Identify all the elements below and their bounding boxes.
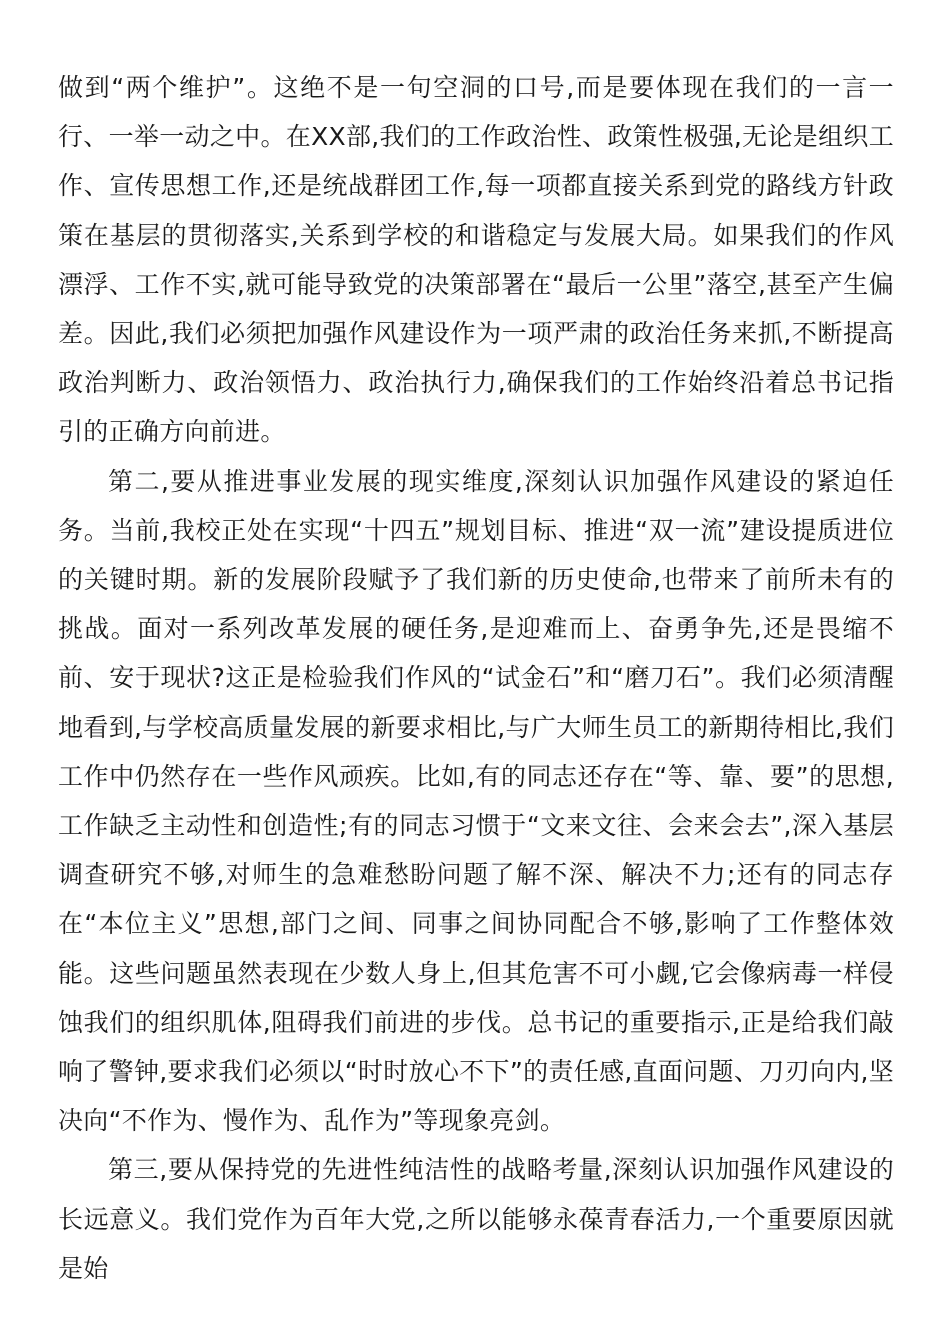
paragraph-3: 第三,要从保持党的先进性纯洁性的战略考量,深刻认识加强作风建设的长远意义。我们党作为百年大党,之所以能够永葆青春活力,一个重要原因就是始 [58, 1155, 894, 1283]
document-body [58, 63, 894, 1293]
paragraph-1: 做到“两个维护”。这绝不是一句空洞的口号,而是要体现在我们的一言一行、一举一动之中。在XX部,我们的工作政治性、政策性极强,无论是组织工作、宣传思想工作,还是统战群团工作,每一项都直接关系到党的路线方针政策在基层的贯彻落实,关系到学校的和谐稳定与发展大局。如果我们的作风漂浮、工作不实,就可能导致党的决策部署在“最后一公里”落空,甚至产生偏差。因此,我们必须把加强作风建设作为一项严肃的政治任务来抓,不断提高政治判断力、政治领悟力、政治执行力,确保我们的工作始终沿着总书记指引的正确方向前进。 [58, 73, 894, 447]
paragraph-2: 第二,要从推进事业发展的现实维度,深刻认识加强作风建设的紧迫任务。当前,我校正处在实现“十四五”规划目标、推进“双一流”建设提质进位的关键时期。新的发展阶段赋予了我们新的历史使命,也带来了前所未有的挑战。面对一系列改革发展的硬任务,是迎难而上、奋勇争先,还是畏缩不前、安于现状?这正是检验我们作风的“试金石”和“磨刀石”。我们必须清醒地看到,与学校高质量发展的新要求相比,与广大师生员工的新期待相比,我们工作中仍然存在一些作风顽疾。比如,有的同志还存在“等、靠、要”的思想,工作缺乏主动性和创造性;有的同志习惯于“文来文往、会来会去”,深入基层调查研究不够,对师生的急难愁盼问题了解不深、解决不力;还有的同志存在“本位主义”思想,部门之间、同事之间协同配合不够,影响了工作整体效能。这些问题虽然表现在少数人身上,但其危害不可小觑,它会像病毒一样侵蚀我们的组织肌体,阻碍我们前进的步伐。总书记的重要指示,正是给我们敲响了警钟,要求我们必须以“时时放心不下”的责任感,直面问题、刀刃向内,坚决向“不作为、慢作为、乱作为”等现象亮剑。 [58, 466, 894, 1136]
